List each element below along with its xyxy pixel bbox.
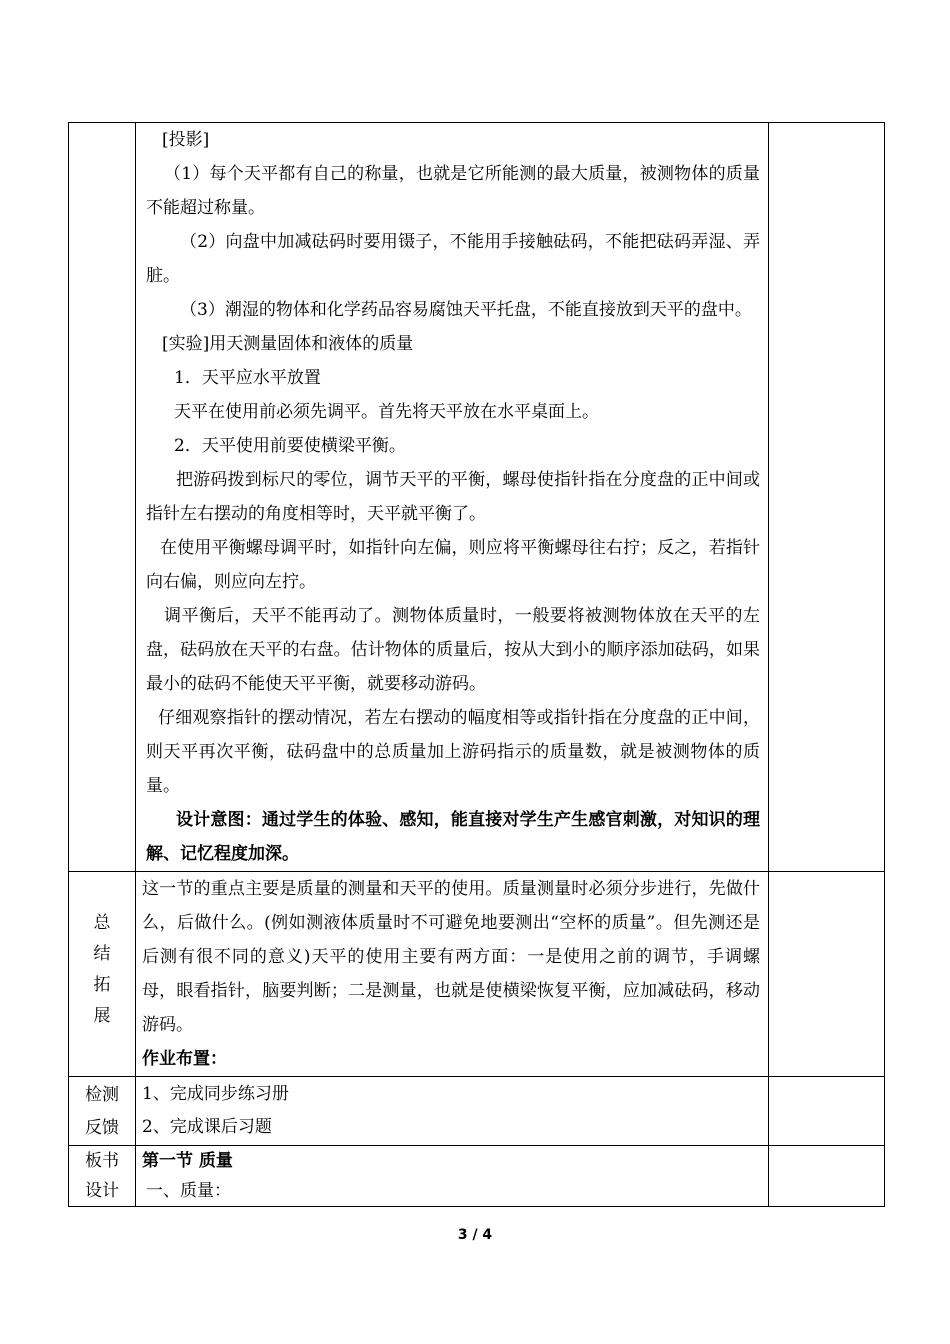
projection-heading: [投影]	[162, 130, 210, 150]
homework-label: 作业布置：	[142, 1049, 227, 1069]
board-notes-cell	[769, 1146, 885, 1207]
step-2-paragraph-1: 把游码拨到标尺的零位，调节天平的平衡，螺母使指针指在分度盘的正中间或指针左右摆动的角度相等时，天平就平衡了。	[146, 470, 760, 524]
projection-point-1: （1）每个天平都有自己的称量，也就是它所能测的最大质量，被测物体的质量不能超过称量。	[146, 164, 760, 218]
feedback-label-line: 检测	[85, 1085, 119, 1105]
summary-label-char: 总	[93, 913, 111, 933]
board-label-line: 设计	[85, 1181, 119, 1201]
step-2-paragraph-2: 在使用平衡螺母调平时，如指针向左偏，则应将平衡螺母往右拧；反之，若指针向右偏，则应向左拧。	[146, 538, 760, 592]
feedback-label-cell	[69, 1077, 136, 1146]
feedback-content-cell	[136, 1077, 769, 1146]
board-line-1: 一、质量：	[146, 1181, 231, 1201]
step-2-heading: 2．天平使用前要使横梁平衡。	[174, 436, 406, 456]
page-number: 3 / 4	[457, 1227, 493, 1243]
board-row	[69, 1146, 885, 1207]
board-label-line: 板书	[85, 1151, 119, 1171]
summary-row	[69, 872, 885, 1077]
feedback-notes-cell	[769, 1077, 885, 1146]
projection-point-2: （2）向盘中加减砝码时要用镊子，不能用手接触砝码，不能把砝码弄湿、弄脏。	[146, 232, 760, 286]
feedback-item: 1、完成同步练习册	[142, 1084, 289, 1104]
summary-text: 这一节的重点主要是质量的测量和天平的使用。质量测量时必须分步进行，先做什么，后做什么。(例如测液体质量时不可避免地要测出“空杯的质量”。但先测还是后测有很不同的意义)天平的使用主要有两方面：一是使用之前的调节，手调螺母，眼看指针，脑要判断；二是测量，也就是使横梁恢复平衡，应加减砝码，移动游码。	[142, 879, 760, 1035]
board-content-cell	[136, 1146, 769, 1207]
feedback-row	[69, 1077, 885, 1146]
summary-label-char: 拓	[93, 975, 111, 995]
projection-point-3: （3）潮湿的物体和化学药品容易腐蚀天平托盘，不能直接放到天平的盘中。	[180, 300, 752, 320]
lesson-plan-table	[68, 122, 885, 1207]
step-2-paragraph-4: 仔细观察指针的摆动情况，若左右摆动的幅度相等或指针指在分度盘的正中间，则天平再次平衡，砝码盘中的总质量加上游码指示的质量数，就是被测物体的质量。	[146, 708, 760, 796]
experiment-heading: [实验]用天测量固体和液体的质量	[162, 334, 414, 354]
process-notes-cell	[769, 123, 885, 872]
process-row	[69, 123, 885, 872]
feedback-label-line: 反馈	[85, 1118, 119, 1138]
design-intent: 设计意图：通过学生的体验、感知，能直接对学生产生感官刺激，对知识的理解、记忆程度加深。	[146, 810, 760, 864]
summary-content-cell	[136, 872, 769, 1077]
summary-label-char: 结	[93, 944, 111, 964]
step-1-heading: 1．天平应水平放置	[174, 368, 321, 388]
step-1-text: 天平在使用前必须先调平。首先将天平放在水平桌面上。	[174, 402, 599, 422]
summary-label-char: 展	[93, 1006, 111, 1026]
step-2-paragraph-3: 调平衡后，天平不能再动了。测物体质量时，一般要将被测物体放在天平的左盘，砝码放在天平的右盘。估计物体的质量后，按从大到小的顺序添加砝码，如果最小的砝码不能使天平平衡，就要移动游码。	[146, 606, 760, 694]
board-label-cell	[69, 1146, 136, 1207]
summary-notes-cell	[769, 872, 885, 1077]
summary-label-cell	[69, 872, 136, 1077]
process-label-cell	[69, 123, 136, 872]
feedback-item: 2、完成课后习题	[142, 1117, 272, 1137]
process-content-cell	[136, 123, 769, 872]
board-title: 第一节 质量	[142, 1151, 233, 1171]
